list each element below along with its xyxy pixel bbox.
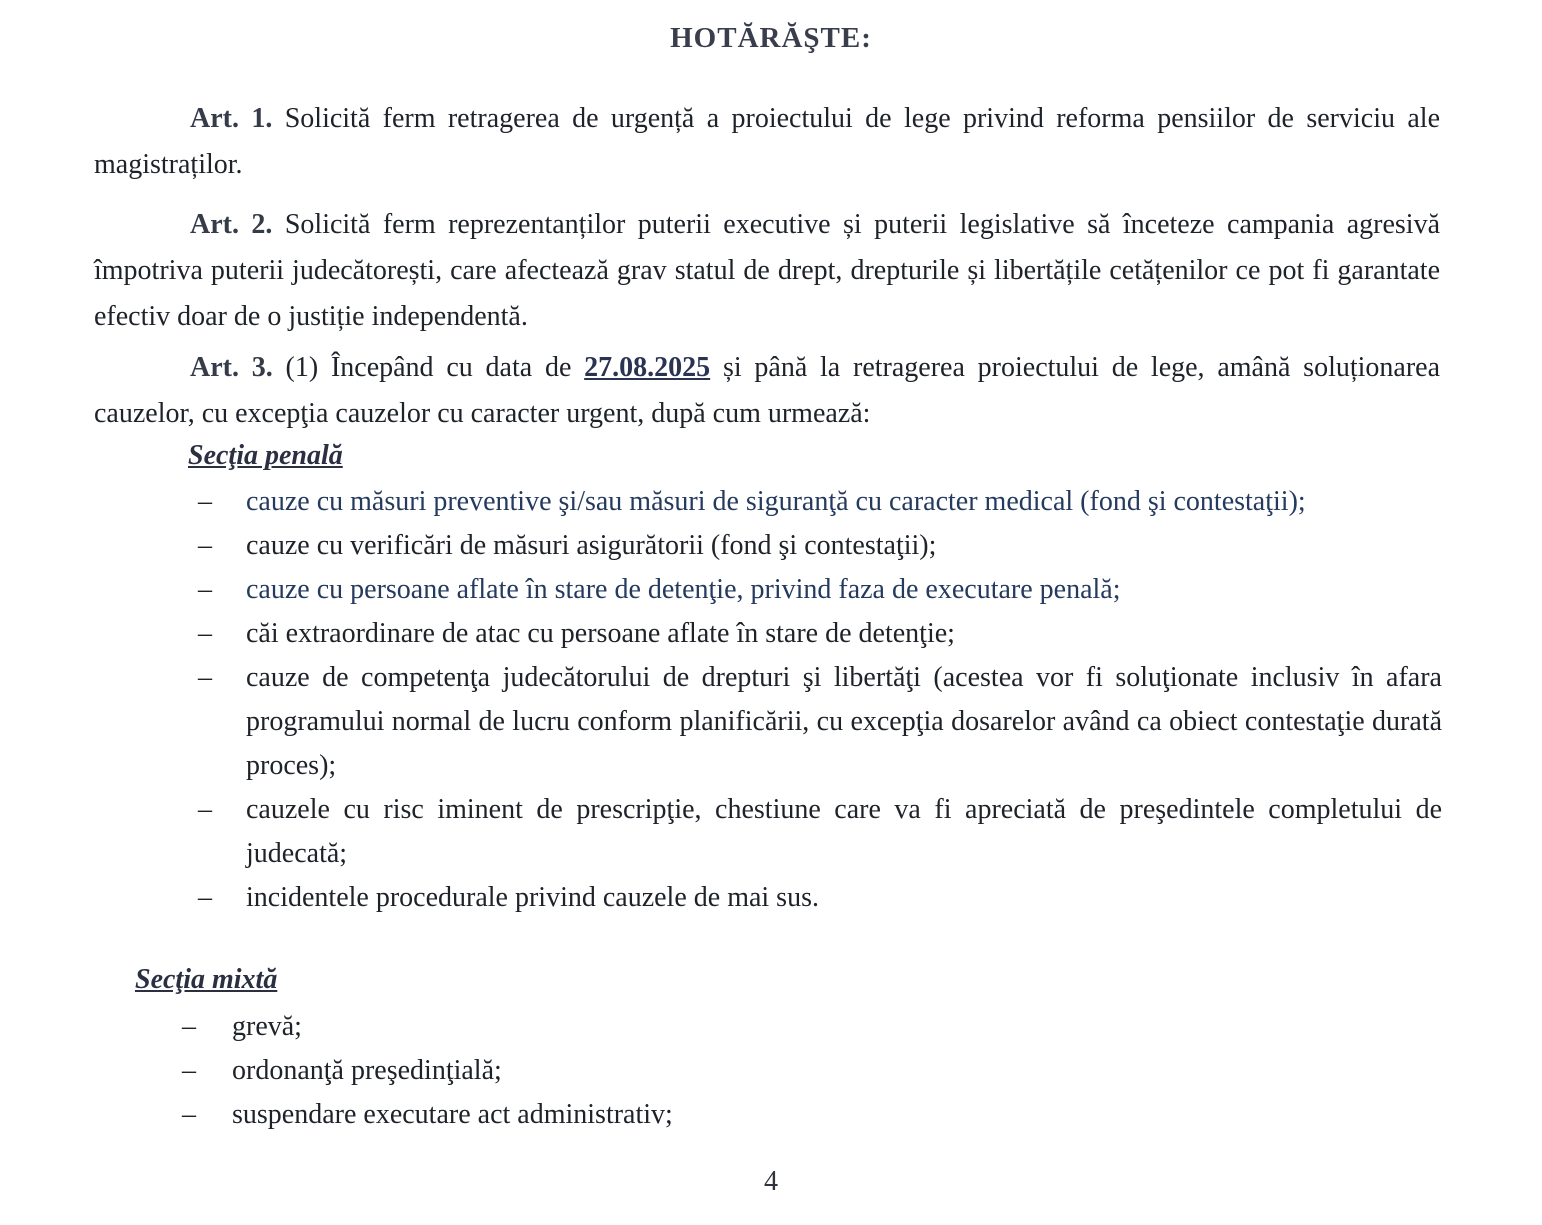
dash-bullet: – xyxy=(198,486,212,517)
list-item: – cauze cu persoane aflate în stare de detenţie, privind faza de executare penală; xyxy=(196,568,1442,612)
list-item: – grevă; xyxy=(180,1005,1080,1049)
article-1-text: Solicită ferm retragerea de urgență a proiectului de lege privind reforma pensiilor de serviciu ale magistraților. xyxy=(94,103,1440,180)
list-item: – cauzele cu risc iminent de prescripţie, chestiune care va fi apreciată de preşedintele completului de judecată; xyxy=(196,788,1442,876)
article-1-label: Art. 1. xyxy=(190,103,273,134)
section-title-penala: Secţia penală xyxy=(188,440,343,471)
article-3-text-before: (1) Începând cu data de xyxy=(285,352,572,383)
page-number: 4 xyxy=(764,1166,778,1197)
dash-bullet: – xyxy=(198,530,212,561)
article-3 xyxy=(94,345,1440,437)
article-1 xyxy=(94,96,1440,188)
list-item: – suspendare executare act administrativ; xyxy=(180,1093,1080,1137)
article-2-text: Solicită ferm reprezentanților puterii executive și puterii legislative să înceteze campania agresivă împotriva puterii judecătorești, care afectează grav statul de drept, drepturile și libertățile cetățenilor ce pot fi garantate efectiv doar de o justiție independentă. xyxy=(94,209,1440,332)
dash-bullet: – xyxy=(198,882,212,913)
article-2-label: Art. 2. xyxy=(190,209,273,240)
article-3-label: Art. 3. xyxy=(190,352,273,383)
section-penala-list xyxy=(196,480,1442,920)
dash-bullet: – xyxy=(198,794,212,825)
list-item: – incidentele procedurale privind cauzele de mai sus. xyxy=(196,876,1442,920)
list-item: – cauze cu verificări de măsuri asigurătorii (fond şi contestaţii); xyxy=(196,524,1442,568)
dash-bullet: – xyxy=(182,1055,196,1086)
dash-bullet: – xyxy=(198,618,212,649)
decision-heading: HOTĂRĂŞTE: xyxy=(670,22,872,54)
section-title-mixta: Secţia mixtă xyxy=(135,964,278,995)
dash-bullet: – xyxy=(198,574,212,605)
section-mixta-list xyxy=(180,1005,1080,1137)
list-item: – cauze de competenţa judecătorului de drepturi şi libertăţi (acestea vor fi soluţionate inclusiv în afara programului normal de lucru conform planificării, cu excepţia dosarelor având ca obiect contestaţie durată proces); xyxy=(196,656,1442,788)
list-item: – cauze cu măsuri preventive şi/sau măsuri de siguranţă cu caracter medical (fond şi contestaţii); xyxy=(196,480,1442,524)
article-3-date: 27.08.2025 xyxy=(584,352,711,383)
dash-bullet: – xyxy=(198,662,212,693)
article-3-text-after: și până la retragerea proiectului de lege, amână soluționarea cauzelor, cu excepţia cauzelor cu caracter urgent, după cum urmează: xyxy=(94,352,1441,429)
article-2 xyxy=(94,202,1440,340)
list-item: – ordonanţă preşedinţială; xyxy=(180,1049,1080,1093)
dash-bullet: – xyxy=(182,1099,196,1130)
dash-bullet: – xyxy=(182,1011,196,1042)
list-item: – căi extraordinare de atac cu persoane aflate în stare de detenţie; xyxy=(196,612,1442,656)
